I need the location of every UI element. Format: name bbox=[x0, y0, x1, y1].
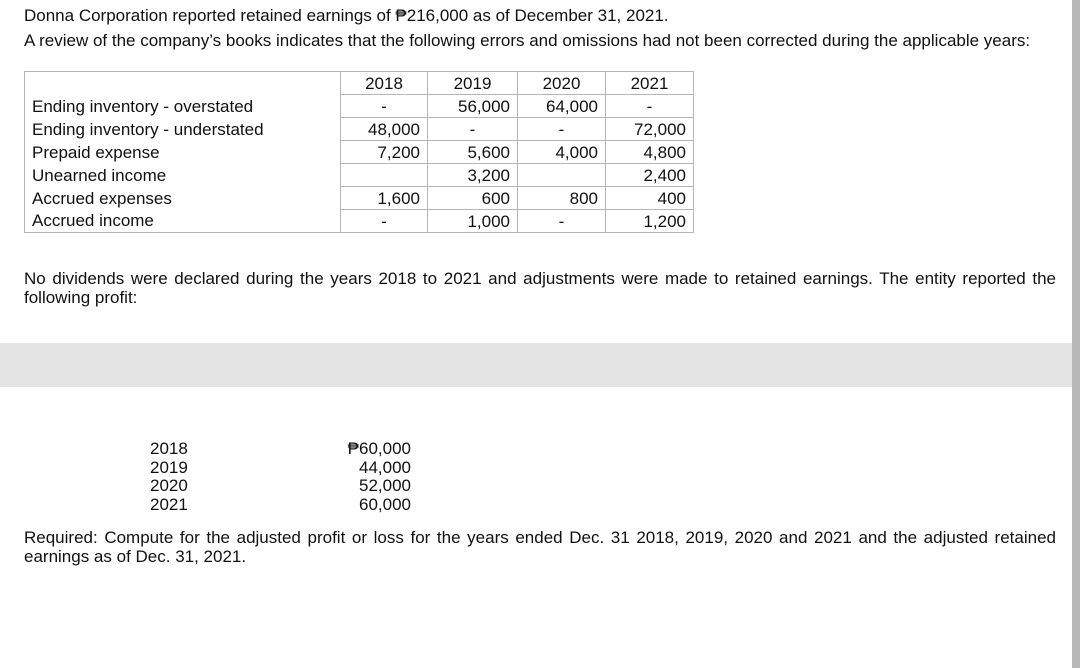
table-row bbox=[25, 95, 694, 118]
year-header: 2021 bbox=[606, 72, 694, 95]
cell-value: 2,400 bbox=[606, 164, 694, 187]
profit-year: 2020 bbox=[150, 476, 188, 495]
cell-value: - bbox=[341, 210, 428, 233]
year-header: 2019 bbox=[428, 72, 518, 95]
row-label: Prepaid expense bbox=[25, 141, 341, 164]
profit-amount: ₱60,000 bbox=[347, 439, 411, 458]
profit-amount: 52,000 bbox=[359, 476, 411, 495]
cell-value: 4,800 bbox=[606, 141, 694, 164]
cell-value: 72,000 bbox=[606, 118, 694, 141]
cell-value bbox=[518, 164, 606, 187]
cell-value: 800 bbox=[518, 187, 606, 210]
cell-value: - bbox=[518, 118, 606, 141]
profit-year: 2021 bbox=[150, 494, 188, 514]
row-label: Unearned income bbox=[25, 164, 341, 187]
cell-value: - bbox=[428, 118, 518, 141]
cell-value: 1,600 bbox=[341, 187, 428, 210]
profit-amount: 44,000 bbox=[359, 457, 411, 477]
cell-value: 56,000 bbox=[428, 95, 518, 118]
profit-year: 2018 bbox=[150, 439, 188, 458]
table-row bbox=[25, 118, 694, 141]
table-row bbox=[25, 210, 694, 233]
table-row bbox=[25, 141, 694, 164]
table-row bbox=[25, 187, 694, 210]
scrollbar[interactable] bbox=[1072, 0, 1080, 668]
table-header-row bbox=[25, 72, 694, 95]
cell-value: - bbox=[606, 95, 694, 118]
profit-amounts bbox=[341, 439, 411, 513]
section-divider bbox=[0, 343, 1072, 387]
intro-line-2: A review of the company’s books indicates that the following errors and omissions had not been corrected during the applicable years: bbox=[24, 31, 1031, 50]
year-header: 2020 bbox=[518, 72, 606, 95]
cell-value: - bbox=[518, 210, 606, 233]
dividends-note: No dividends were declared during the years 2018 to 2021 and adjustments were made to retained earnings. The entity reported the following profit: bbox=[24, 269, 1056, 307]
required-text: Required: Compute for the adjusted profit or loss for the years ended Dec. 31 2018, 2019, 2020 and 2021 and the adjusted retained earnings as of Dec. 31, 2021. bbox=[24, 528, 1056, 566]
row-label: Ending inventory - understated bbox=[25, 118, 341, 141]
profit-years bbox=[150, 439, 188, 513]
cell-value: 7,200 bbox=[341, 141, 428, 164]
errors-table bbox=[24, 71, 694, 233]
profit-year: 2019 bbox=[150, 457, 188, 477]
row-label: Accrued expenses bbox=[25, 187, 341, 210]
cell-value: 3,200 bbox=[428, 164, 518, 187]
cell-value bbox=[341, 164, 428, 187]
cell-value: 48,000 bbox=[341, 118, 428, 141]
intro-line-1: Donna Corporation reported retained earnings of ₱216,000 as of December 31, 2021. bbox=[24, 6, 669, 25]
row-label: Ending inventory - overstated bbox=[25, 95, 341, 118]
cell-value: - bbox=[341, 95, 428, 118]
cell-value: 4,000 bbox=[518, 141, 606, 164]
year-header: 2018 bbox=[341, 72, 428, 95]
cell-value: 600 bbox=[428, 187, 518, 210]
table-header-label bbox=[25, 72, 341, 95]
cell-value: 64,000 bbox=[518, 95, 606, 118]
cell-value: 400 bbox=[606, 187, 694, 210]
profit-amount: 60,000 bbox=[359, 494, 411, 514]
cell-value: 1,200 bbox=[606, 210, 694, 233]
cell-value: 1,000 bbox=[428, 210, 518, 233]
row-label: Accrued income bbox=[25, 210, 341, 233]
cell-value: 5,600 bbox=[428, 141, 518, 164]
table-row bbox=[25, 164, 694, 187]
